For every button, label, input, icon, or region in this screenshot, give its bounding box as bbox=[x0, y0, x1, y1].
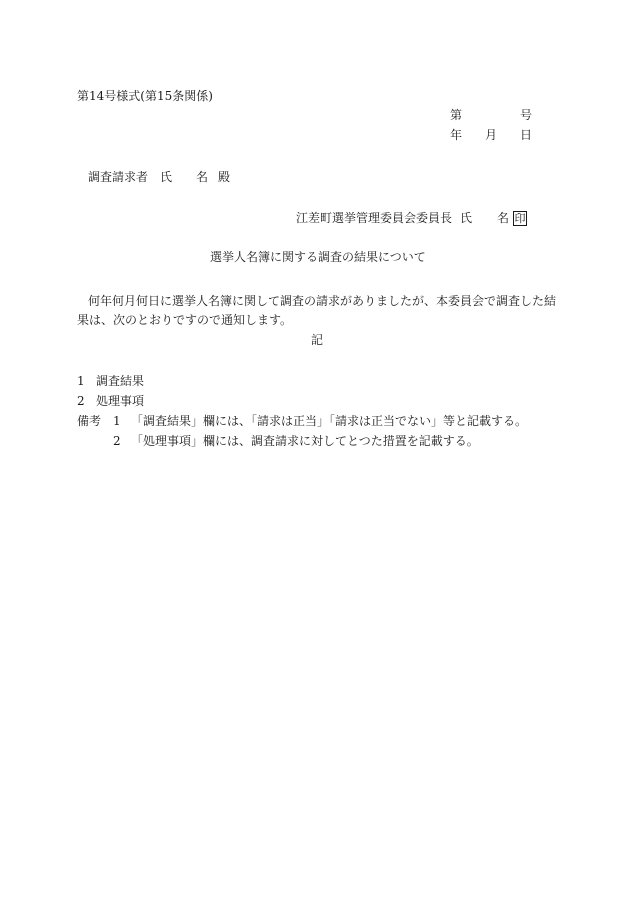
item-1-label: 調査結果 bbox=[96, 374, 145, 388]
remark-1-num: 1 bbox=[113, 414, 121, 428]
form-label: 第14号様式(第15条関係) bbox=[77, 89, 213, 103]
remark-2-text: 「処理事項」欄には、調査請求に対してとつた措置を記載する。 bbox=[131, 434, 479, 448]
ki-heading: 記 bbox=[311, 333, 324, 347]
date-day: 日 bbox=[520, 128, 533, 142]
sender-name-seal bbox=[497, 211, 527, 226]
remark-2-num: 2 bbox=[113, 434, 121, 448]
addressee-shi: 氏 bbox=[160, 170, 173, 184]
item-2-label: 処理事項 bbox=[96, 394, 145, 408]
date-month: 月 bbox=[485, 128, 498, 142]
subject-title: 選挙人名簿に関する調査の結果について bbox=[210, 250, 426, 264]
sender-mei: 名 bbox=[497, 211, 510, 225]
body-line-2: 果は、次のとおりですので通知します。 bbox=[77, 313, 293, 327]
remark-1-text: 「調査結果」欄には、「請求は正当」「請求は正当でない」等と記載する。 bbox=[131, 414, 528, 428]
doc-number-suffix: 号 bbox=[520, 108, 533, 122]
item-2-num: 2 bbox=[77, 394, 85, 408]
addressee-title: 調査請求者 bbox=[88, 170, 149, 184]
sender-title: 江差町選挙管理委員会委員長 bbox=[296, 211, 453, 225]
body-line-1: 何年何月何日に選挙人名簿に関して調査の請求がありましたが、本委員会で調査した結 bbox=[88, 294, 557, 308]
sender-shi: 氏 bbox=[460, 211, 473, 225]
addressee-honorific: 殿 bbox=[218, 170, 231, 184]
addressee-mei: 名 bbox=[196, 170, 209, 184]
date-year: 年 bbox=[450, 128, 463, 142]
remarks-title: 備考 bbox=[77, 414, 102, 428]
doc-number-prefix: 第 bbox=[450, 108, 463, 122]
seal-mark: 印 bbox=[514, 212, 526, 225]
item-1-num: 1 bbox=[77, 374, 85, 388]
